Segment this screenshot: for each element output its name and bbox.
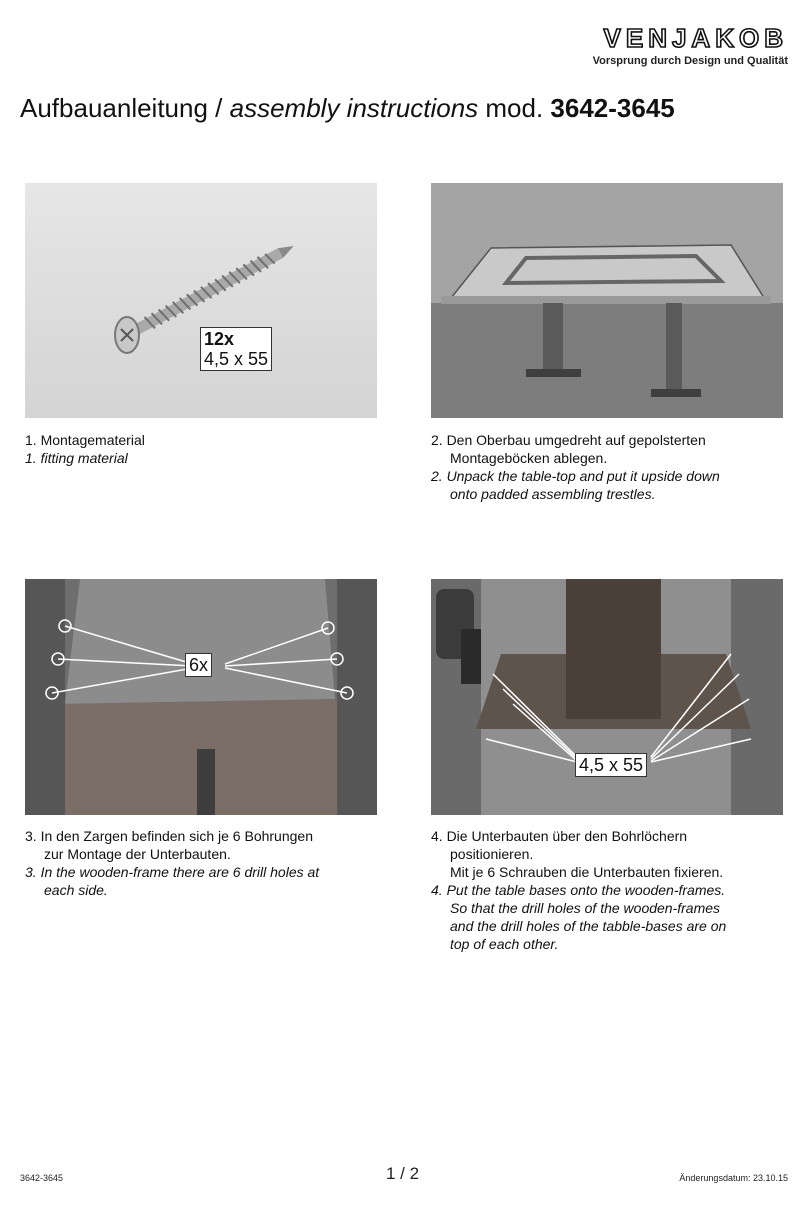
step-2-en-line-2: onto padded assembling trestles. xyxy=(450,486,656,502)
step-3-caption xyxy=(25,827,395,899)
step-2-caption xyxy=(431,431,801,503)
step-3-de-line-1: 3. In den Zargen befinden sich je 6 Bohrungen xyxy=(25,828,313,844)
table-top-on-trestles-photo xyxy=(431,183,783,418)
brand-name: VENJAKOB xyxy=(603,23,788,53)
step-3-en-line-2: each side. xyxy=(44,882,108,898)
screw-count: 12x xyxy=(204,329,235,349)
brand-logo xyxy=(538,24,788,70)
screw-size-label: 4,5 x 55 xyxy=(575,753,647,777)
step-1-de: 1. Montagematerial xyxy=(25,432,145,448)
step-4-en-line-1: 4. Put the table bases onto the wooden-frames. xyxy=(431,882,726,898)
drill-holes-label: 6x xyxy=(185,653,212,677)
page-title xyxy=(20,92,675,124)
step-4-en-line-3: and the drill holes of the tabble-bases are on xyxy=(450,918,727,934)
title-part-2: assembly instructions xyxy=(229,93,479,123)
footer-model: 3642-3645 xyxy=(20,1173,64,1183)
footer-date: Änderungsdatum: 23.10.15 xyxy=(679,1173,788,1183)
screw-size: 4,5 x 55 xyxy=(204,349,269,369)
title-part-3: mod. xyxy=(478,93,551,123)
step-4-de-line-2: positionieren. xyxy=(450,846,534,862)
brand-tagline: Vorsprung durch Design und Qualität xyxy=(592,55,788,67)
step-4-de-line-1: 4. Die Unterbauten über den Bohrlöchern xyxy=(431,828,688,844)
step-4-en-line-4: top of each other. xyxy=(450,936,559,952)
screw-photo xyxy=(25,183,377,418)
drill-fixing-base-photo xyxy=(431,579,783,815)
step-3-en-line-1: 3. In the wooden-frame there are 6 drill holes at xyxy=(25,864,320,880)
wooden-frame-drill-holes-photo xyxy=(25,579,377,815)
step-4-de-line-3: Mit je 6 Schrauben die Unterbauten fixieren. xyxy=(450,864,724,880)
step-1-caption xyxy=(25,431,385,467)
step-2-de-line-2: Montageböcken ablegen. xyxy=(450,450,608,466)
screw-label xyxy=(200,327,272,371)
step-4-caption xyxy=(431,827,801,953)
step-2-de-line-1: 2. Den Oberbau umgedreht auf gepolsterten xyxy=(431,432,706,448)
step-3-de-line-2: zur Montage der Unterbauten. xyxy=(44,846,231,862)
step-1-en: 1. fitting material xyxy=(25,450,128,466)
step-2-en-line-1: 2. Unpack the table-top and put it upside down xyxy=(431,468,720,484)
title-model-number: 3642-3645 xyxy=(550,93,675,123)
step-4-en-line-2: So that the drill holes of the wooden-frames xyxy=(450,900,721,916)
page-number: 1 / 2 xyxy=(386,1164,420,1183)
title-part-1: Aufbauanleitung / xyxy=(20,93,230,123)
